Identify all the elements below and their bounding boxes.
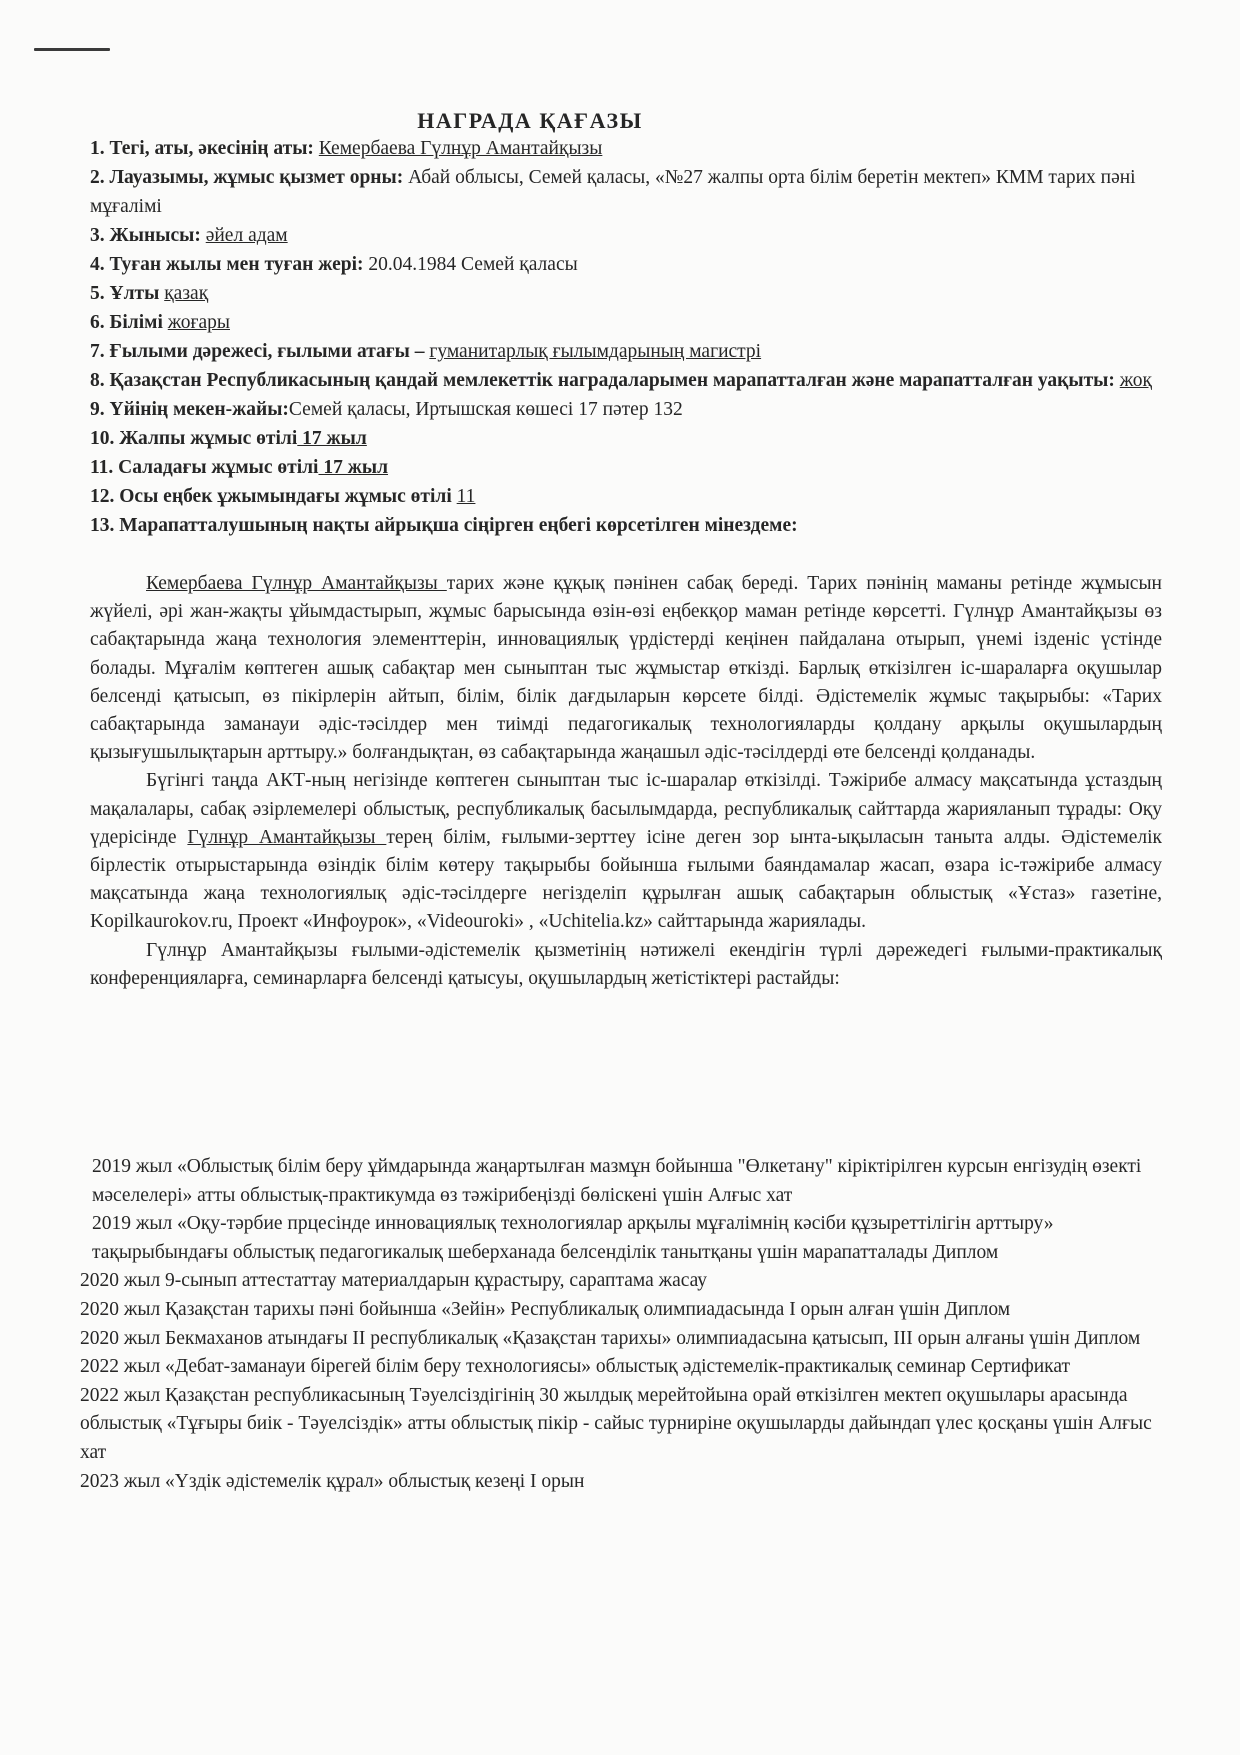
field-label: 4. Туған жылы мен туған жері: xyxy=(90,254,369,275)
document-title: НАГРАДА ҚАҒАЗЫ xyxy=(417,108,643,133)
field-label: 3. Жынысы: xyxy=(90,225,206,246)
field-value: жоғары xyxy=(167,312,230,333)
field-label: 12. Осы еңбек ұжымындағы жұмыс өтілі xyxy=(90,486,457,507)
field-gender xyxy=(90,221,1162,250)
field-characteristic-heading xyxy=(90,511,1162,540)
achievement-item: 2022 жыл «Дебат-заманауи бірегей білім беру технологиясы» облыстық әдістемелік-практикалық семинар Сертификат xyxy=(80,1356,1071,1378)
paragraph-text: Бүгінгі таңда АКТ-ның негізінде көптеген сыныптан тыс іс-шаралар өткізілді. Тәжірибе алмасу мақсатында ұстаздың мақалалары, сабақ әзірлемелері облыстық, республикалық басылымдарда, республикалық сайттарда жарияланып тұрады: Оқу үдерісінде xyxy=(90,770,1162,848)
field-fullname xyxy=(90,134,1162,163)
characteristic-text xyxy=(90,570,1162,993)
field-team-experience xyxy=(90,482,1162,511)
paragraph-text: терең білім, ғылыми-зерттеу ісіне деген зор ынта-ықыласын таныта алды. Әдістемелік бірлестік отырыстарында өзіндік білім көтеру тақырыбы бойынша ғылыми баяндамалар жасап, өзара іс-тәжірибе алмасу мақсатында жаңа технологиялық әдіс-тәсілдерге негізделіп құрылған ашық сабақтарын облыстық «Ұстаз» газетіне, Kopilkaurokov.ru, Проект «Инфоурок», «Videouroki» , «Uchitelia.kz» сайттарында жариялады. xyxy=(90,826,1162,933)
achievements-list xyxy=(80,1153,1165,1496)
achievement-item: 2022 жыл Қазақстан республикасының Тәуелсіздігінің 30 жылдық мерейтойына орай өткізілген мектеп оқушылары арасында облыстық «Тұғыры биік - Тәуелсіздік» атты облыстық пікір - сайыс турниріне оқушыларды дайындап үлес қосқаны үшін Алғыс хат xyxy=(80,1384,1152,1463)
field-value: жоқ xyxy=(1119,370,1152,391)
field-value: Семей қаласы, Иртышская көшесі 17 пәтер 132 xyxy=(288,399,683,420)
achievement-item: 2019 жыл «Оқу-тәрбие прцесінде инновациялық технологиялар арқылы мұғалімнің кәсіби құзыреттілігін арттыру» тақырыбындағы облыстық педагогикалық шеберханада белсенділік танытқаны үшін марапатталады Диплом xyxy=(92,1213,1054,1263)
paragraph xyxy=(90,570,1162,767)
field-position xyxy=(90,163,1162,221)
field-value: 11 xyxy=(456,486,476,507)
achievement-item: 2019 жыл «Облыстық білім беру ұймдарында жаңартылған мазмұн бойынша "Өлкетану" кіріктірілген курсын енгізудің өзекті мәселелері» атты облыстық-практикумда өз тәжірибеңізді бөліскені үшін Алғыс хат xyxy=(92,1156,1142,1206)
field-label: 11. Саладағы жұмыс өтілі xyxy=(90,457,319,478)
field-value: Абай облысы, Семей қаласы, «№27 жалпы орта білім беретін мектеп» КММ тарих пәні мұғалімі xyxy=(90,167,1136,217)
field-value: Кемербаева Гүлнұр Амантайқызы xyxy=(318,138,603,159)
field-value: қазақ xyxy=(164,283,209,304)
paragraph-text: тарих және құқық пәнінен сабақ береді. Тарих пәнінің маманы ретінде жұмысын жүйелі, әрі жан-жақты ұйымдастырып, жұмыс барысында өзін-өзі еңбекқор маман ретінде көрсетті. Гүлнұр Амантайқызы өз сабақтарында жаңа технология элементтерін, инновациялық үрдістерді кеңінен пайдалана отырып, үнемі ізденіс үстінде болады. Мұғалім көптеген ашық сабақтар мен сыныптан тыс жұмыстар өткізді. Барлық өткізілген іс-шараларға оқушылар белсенді қатысып, өз пікірлерін айтып, білім, білік дағдыларын көрсете білді. Әдістемелік жұмыс тақырыбы: «Тарих сабақтарында заманауи әдіс-тәсілдер мен тиімді педагогикалық технологияларды қолдану арқылы оқушылардың қызығушылықтарын арттыру.» болғандықтан, өз сабақтарында жаңашыл әдіс-тәсілдерді өте белсенді қолданады. xyxy=(90,573,1162,764)
employee-name: Кемербаева Гүлнұр Амантайқызы xyxy=(146,573,447,594)
field-label: 9. Үйінің мекен-жайы: xyxy=(90,399,289,420)
field-value: 20.04.1984 Семей қаласы xyxy=(368,254,578,275)
field-label: 13. Марапатталушының нақты айрықша сіңірген еңбегі көрсетілген мінездеме: xyxy=(90,515,798,536)
scan-mark xyxy=(34,48,110,51)
field-value: 17 жыл xyxy=(297,428,367,449)
field-label: 2. Лауазымы, жұмыс қызмет орны: xyxy=(90,167,409,188)
paragraph xyxy=(90,767,1162,936)
personal-fields xyxy=(90,134,1162,540)
field-degree xyxy=(90,337,1162,366)
achievement-item: 2020 жыл Қазақстан тарихы пәні бойынша «Зейін» Республикалық олимпиадасында I орын алған үшін Диплом xyxy=(80,1298,1011,1320)
field-label: 8. Қазақстан Республикасының қандай мемлекеттік наградаларымен марапатталған және марапатталған уақыты: xyxy=(90,370,1120,391)
field-sector-experience xyxy=(90,453,1162,482)
achievement-item: 2020 жыл 9-сынып аттестаттау материалдарын құрастыру, сараптама жасау xyxy=(80,1270,708,1292)
field-value: гуманитарлық ғылымдарының магистрі xyxy=(429,341,762,362)
field-total-experience xyxy=(90,424,1162,453)
field-education xyxy=(90,308,1162,337)
field-label: 6. Білімі xyxy=(90,312,168,333)
field-address xyxy=(90,395,1162,424)
field-label: 1. Тегі, аты, әкесінің аты: xyxy=(90,138,319,159)
paragraph-text: Гүлнұр Амантайқызы ғылыми-әдістемелік қызметінің нәтижелі екендігін түрлі дәрежедегі ғылыми-практикалық конференцияларға, семинарларға белсенді қатысуы, оқушылардың жетістіктері растайды: xyxy=(90,939,1162,989)
field-label: 7. Ғылыми дәрежесі, ғылыми атағы – xyxy=(90,341,430,362)
paragraph xyxy=(90,937,1162,993)
field-label: 5. Ұлты xyxy=(90,283,165,304)
field-nationality xyxy=(90,279,1162,308)
field-state-awards xyxy=(90,366,1162,395)
field-value: 17 жыл xyxy=(318,457,389,478)
field-birth xyxy=(90,250,1162,279)
achievement-item: 2020 жыл Бекмаханов атындағы II республикалық «Қазақстан тарихы» олимпиадасына қатысып, III орын алғаны үшін Диплом xyxy=(80,1327,1141,1349)
employee-name: Гүлнұр Амантайқызы xyxy=(187,826,387,848)
achievement-item: 2023 жыл «Үздік әдістемелік құрал» облыстық кезеңі I орын xyxy=(80,1470,585,1492)
field-label: 10. Жалпы жұмыс өтілі xyxy=(90,428,298,449)
field-value: әйел адам xyxy=(205,225,288,246)
